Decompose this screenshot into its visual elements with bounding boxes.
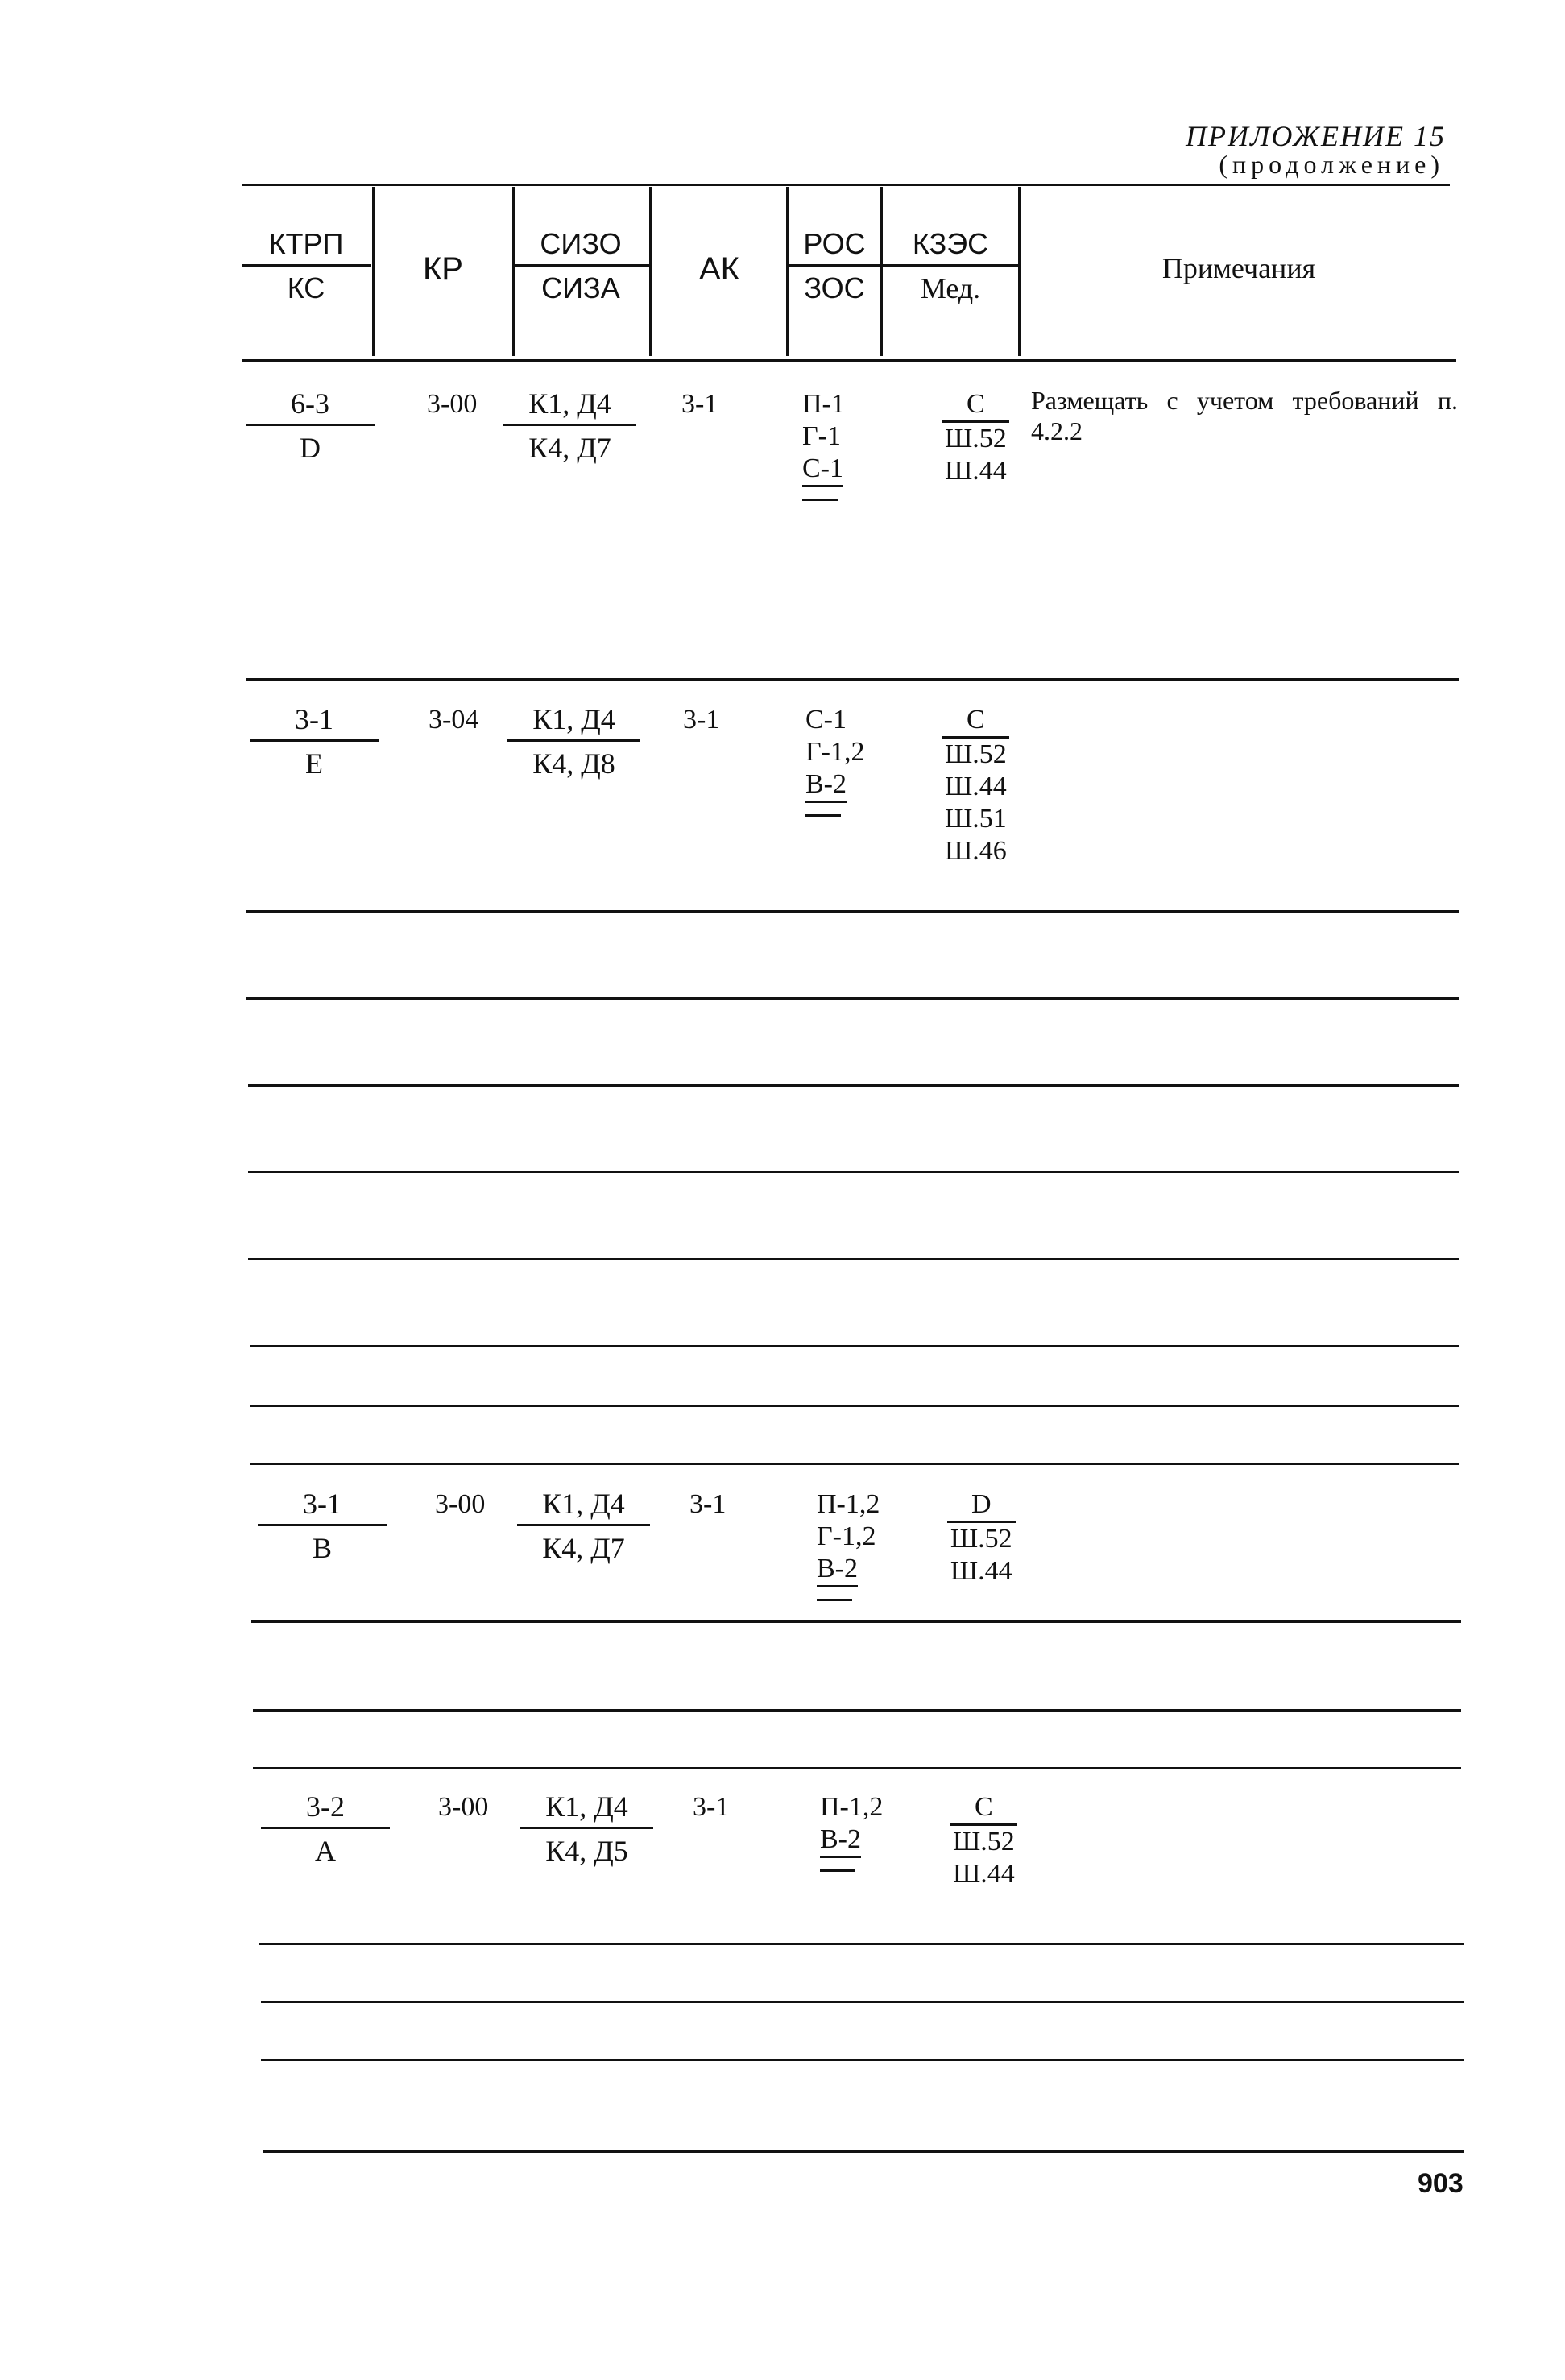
row-separator: [251, 1620, 1461, 1623]
row-2-ros-3: В-2: [805, 768, 847, 803]
row-2-siza: К4, Д8: [532, 747, 615, 780]
column-header-ktrp-ks: [242, 227, 371, 305]
row-4-ks: А: [315, 1835, 336, 1867]
row-2-ros-zos: [805, 704, 864, 817]
row-4-med-2: Ш.44: [952, 1859, 1015, 1889]
row-3-sizo-siza: [517, 1487, 650, 1565]
row-3-ros-3: В-2: [817, 1553, 858, 1587]
row-4-zos-dash: [820, 1869, 855, 1872]
row-4-med-1: Ш.52: [952, 1827, 1015, 1856]
row-separator: [250, 1463, 1459, 1465]
appendix-subtitle: (продолжение): [1219, 150, 1444, 179]
row-separator: [246, 678, 1459, 681]
row-1-ros-zos: [802, 388, 845, 501]
row-2-kzes-med: [942, 704, 1009, 867]
header-bottom-border: [242, 359, 1456, 362]
row-separator: [261, 2059, 1464, 2061]
row-3-ks: В: [312, 1532, 332, 1564]
row-2-ktrp-ks: [250, 702, 379, 780]
row-separator: [248, 1084, 1459, 1087]
row-1-siza: К4, Д7: [528, 432, 611, 464]
column-header-kzes: КЗЭС: [883, 227, 1018, 267]
row-3-ros-2: Г-1,2: [817, 1521, 876, 1551]
row-separator: [250, 1345, 1459, 1347]
row-1-med-2: Ш.44: [944, 456, 1007, 486]
row-separator: [261, 2001, 1464, 2003]
row-4-ros-2: В-2: [820, 1823, 861, 1858]
row-1-ak: 3-1: [681, 389, 718, 419]
page-number: 903: [1418, 2168, 1464, 2199]
row-2-ks: Е: [305, 747, 323, 780]
row-3-siza: К4, Д7: [542, 1532, 625, 1564]
row-3-ak: 3-1: [689, 1489, 727, 1519]
column-header-siza: СИЗА: [541, 271, 620, 304]
row-3-kr: 3-00: [435, 1489, 486, 1519]
row-separator: [253, 1767, 1461, 1769]
row-3-ros-1: П-1,2: [817, 1489, 880, 1519]
row-2-kzes: С: [942, 704, 1009, 739]
column-header-ros: РОС: [789, 227, 880, 267]
row-2-kr: 3-04: [429, 705, 479, 735]
row-4-ros-1: П-1,2: [820, 1792, 884, 1822]
row-4-ak: 3-1: [693, 1792, 730, 1822]
row-4-sizo: К1, Д4: [520, 1790, 653, 1829]
row-2-med-3: Ш.51: [944, 804, 1007, 834]
row-1-kzes: С: [942, 388, 1009, 423]
row-separator: [259, 1943, 1464, 1945]
column-header-ks: КС: [287, 271, 325, 304]
row-4-siza: К4, Д5: [545, 1835, 628, 1867]
column-header-sizo: СИЗО: [512, 227, 649, 267]
row-1-ktrp: 6-3: [246, 387, 375, 426]
header-separator: [372, 187, 375, 356]
row-1-sizo-siza: [503, 387, 636, 465]
column-header-ros-zos: [789, 227, 880, 305]
row-4-ros-zos: [820, 1791, 883, 1872]
row-1-ros-1: П-1: [802, 389, 845, 419]
row-3-ros-zos: [817, 1488, 880, 1601]
row-1-kr: 3-00: [427, 389, 478, 419]
row-separator: [248, 1258, 1459, 1260]
row-4-ktrp-ks: [261, 1790, 390, 1868]
column-header-kr: КР: [423, 251, 463, 287]
table-bottom-border: [263, 2150, 1464, 2153]
row-3-sizo: К1, Д4: [517, 1487, 650, 1526]
row-2-ros-2: Г-1,2: [805, 737, 865, 767]
row-1-ros-3: С-1: [802, 453, 843, 487]
row-1-ktrp-ks: [246, 387, 375, 465]
row-2-ros-1: С-1: [805, 705, 847, 735]
column-header-med: Мед.: [920, 272, 981, 304]
row-3-kzes-med: [947, 1488, 1016, 1587]
row-1-note: Размещать с учетом требований п. 4.2.2: [1031, 386, 1458, 445]
row-4-ktrp: 3-2: [261, 1790, 390, 1829]
row-2-med-1: Ш.52: [944, 739, 1007, 769]
row-4-kzes: С: [950, 1791, 1017, 1826]
row-1-kzes-med: [942, 388, 1009, 487]
row-3-kzes: D: [947, 1488, 1016, 1523]
row-3-ktrp-ks: [258, 1487, 387, 1565]
row-2-zos-dash: [805, 814, 841, 817]
row-1-sizo: К1, Д4: [503, 387, 636, 426]
row-4-kzes-med: [950, 1791, 1017, 1890]
table-top-border: [242, 184, 1450, 186]
row-2-med-2: Ш.44: [944, 772, 1007, 801]
row-3-med-2: Ш.44: [950, 1556, 1012, 1586]
column-header-ak: АК: [699, 251, 739, 287]
row-4-kr: 3-00: [438, 1792, 489, 1822]
row-separator: [253, 1709, 1461, 1712]
row-2-ktrp: 3-1: [250, 702, 379, 742]
row-separator: [250, 1405, 1459, 1407]
row-2-sizo-siza: [507, 702, 640, 780]
row-separator: [246, 997, 1459, 1000]
row-3-ktrp: 3-1: [258, 1487, 387, 1526]
row-separator: [248, 1171, 1459, 1173]
row-3-med-1: Ш.52: [950, 1524, 1012, 1554]
row-2-sizo: К1, Д4: [507, 702, 640, 742]
column-header-notes: Примечания: [1161, 252, 1316, 284]
row-1-ks: D: [300, 432, 321, 464]
row-2-med-4: Ш.46: [944, 836, 1007, 866]
column-header-sizo-siza: [512, 227, 649, 305]
appendix-title: ПРИЛОЖЕНИЕ 15: [1186, 120, 1446, 152]
column-header-zos: ЗОС: [804, 271, 865, 304]
row-4-sizo-siza: [520, 1790, 653, 1868]
row-1-med-1: Ш.52: [944, 424, 1007, 453]
column-header-ktrp: КТРП: [242, 227, 371, 267]
column-header-kzes-med: [883, 227, 1018, 305]
row-2-ak: 3-1: [683, 705, 720, 735]
row-separator: [246, 910, 1459, 913]
row-1-ros-2: Г-1: [802, 421, 841, 451]
row-1-zos-dash: [802, 499, 838, 501]
row-3-zos-dash: [817, 1599, 852, 1601]
